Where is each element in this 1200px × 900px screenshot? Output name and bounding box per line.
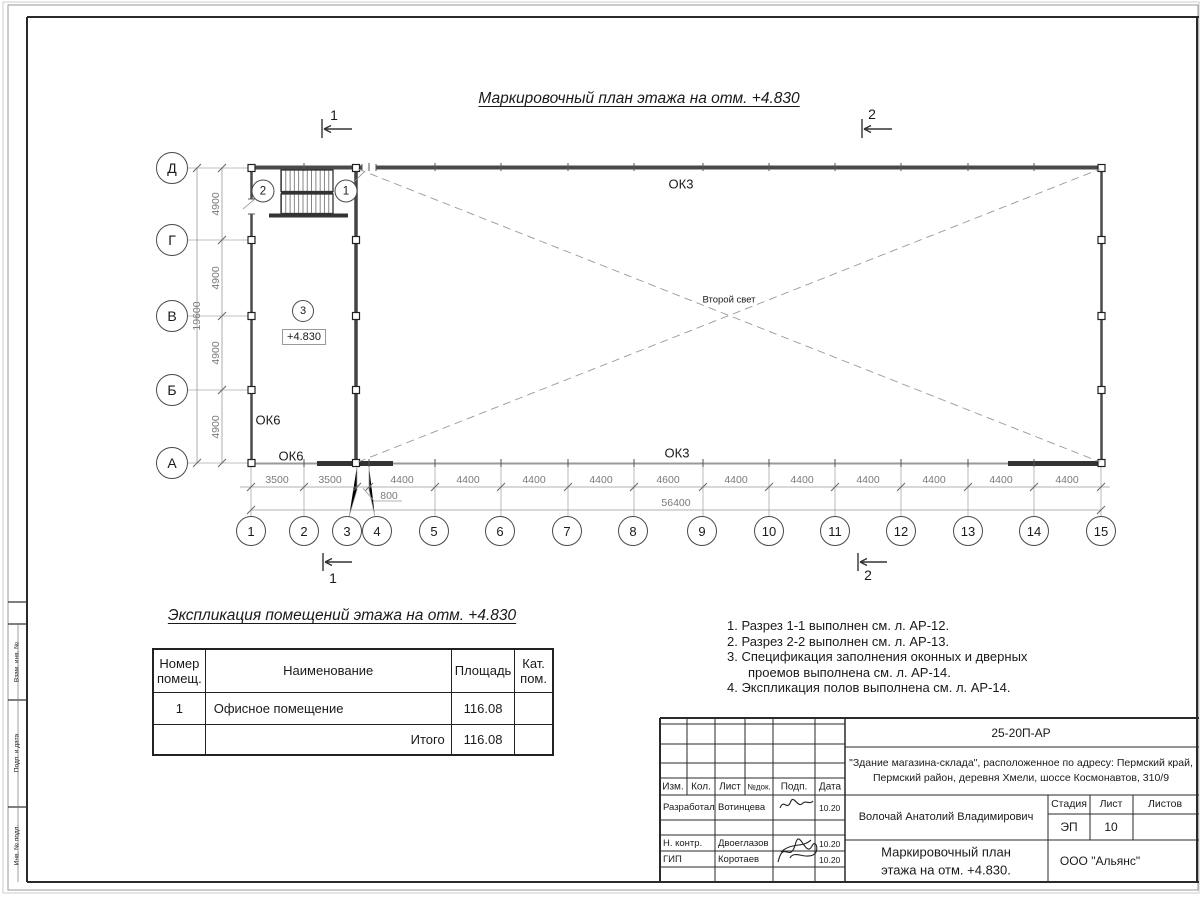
col-axis-circle: 9 (687, 516, 717, 546)
expl-header-num: Номер помещ. (153, 649, 205, 692)
door-marker-circle-2: 2 (252, 180, 275, 203)
col-axis-circle: 3 (332, 516, 362, 546)
dim-col-label: 4400 (390, 474, 414, 486)
stage-value: ЭП (1060, 820, 1078, 834)
expl-total-value: 116.08 (451, 724, 515, 755)
note-3: 3. Спецификация заполнения оконных и дверных проемов выполнена см. л. АР-14. (727, 649, 1028, 680)
row-axis-circle: В (156, 300, 188, 332)
dim-col-label: 4400 (724, 474, 748, 486)
dim-col-label: 4400 (856, 474, 880, 486)
col-axis-circle: 15 (1086, 516, 1116, 546)
col-doc: №док. (747, 782, 771, 792)
dim-col-label: 3500 (265, 474, 289, 486)
dim-col-small-label: 800 (380, 490, 398, 502)
explication-title: Экспликация помещений этажа на отм. +4.830 (167, 607, 517, 624)
window-label-ok6-left: ОК6 (255, 412, 281, 428)
dim-col-label: 4400 (790, 474, 814, 486)
section-mark-2-top: 2 (868, 106, 876, 122)
col-podp: Подп. (780, 781, 808, 793)
explication-table (152, 648, 554, 756)
role-ncontrol: Н. контр. (663, 838, 703, 849)
expl-row-num: 1 (153, 692, 205, 724)
project-address-line2: Пермский район, деревня Хмели, шоссе Космонавтов, 310/9 (872, 772, 1170, 784)
dim-col-label: 4400 (456, 474, 480, 486)
col-axis-circle: 10 (754, 516, 784, 546)
window-label-ok6-left2: ОК6 (278, 448, 304, 464)
door-marker-circle-1: 1 (335, 180, 358, 203)
date-developed: 10.20 (819, 803, 841, 813)
row-axis-circle: Б (156, 374, 188, 406)
col-axis-circle: 5 (419, 516, 449, 546)
note-2: 2. Разрез 2-2 выполнен см. л. АР-13. (727, 633, 950, 649)
col-axis-circle: 14 (1019, 516, 1049, 546)
sheet-label: Лист (1099, 798, 1123, 810)
dim-col-label: 4400 (989, 474, 1013, 486)
col-axis-circle: 8 (618, 516, 648, 546)
doc-number: 25-20П-АР (991, 726, 1051, 740)
col-axis-circle: 4 (362, 516, 392, 546)
role-gip: ГИП (663, 854, 682, 865)
window-label-ok3-top: ОК3 (668, 176, 694, 192)
col-axis-circle: 6 (485, 516, 515, 546)
frame-label-podp: Подп. и дата (13, 733, 21, 773)
col-data: Дата (818, 781, 842, 793)
section-mark-1-top: 1 (330, 107, 338, 123)
chief-name: Волочай Анатолий Владимирович (858, 811, 1034, 823)
dim-col-label: 4400 (522, 474, 546, 486)
col-izm: Изм. (662, 781, 684, 793)
section-mark-2-bottom: 2 (864, 567, 872, 583)
col-axis-circle: 11 (820, 516, 850, 546)
row-axis-circle: А (156, 447, 188, 479)
expl-row-area: 116.08 (451, 692, 515, 724)
name-ncontrol: Двоеглазов (718, 838, 769, 849)
expl-row-name: Офисное помещение (205, 692, 451, 724)
company-name: ООО "Альянс" (1059, 854, 1141, 868)
note-1: 1. Разрез 1-1 выполнен см. л. АР-12. (727, 618, 950, 633)
col-list: Лист (719, 781, 741, 793)
expl-header-name: Наименование (205, 649, 451, 692)
col-axis-circle: 13 (953, 516, 983, 546)
row-axis-circle: Г (156, 224, 188, 256)
dim-row-label: 4900 (210, 266, 222, 290)
dim-col-label: 4400 (1055, 474, 1079, 486)
date-gip: 10.20 (819, 855, 841, 865)
col-axis-circle: 7 (552, 516, 582, 546)
expl-row-cat (515, 692, 553, 724)
second-light-label: Второй свет (702, 294, 756, 306)
dim-row-label: 4900 (210, 415, 222, 439)
frame-label-inv: Инв. № подл. (13, 824, 21, 866)
dim-col-label: 4600 (656, 474, 680, 486)
col-axis-circle: 12 (886, 516, 916, 546)
dim-col-label: 4400 (922, 474, 946, 486)
stage-label: Стадия (1051, 798, 1087, 810)
sheet-value: 10 (1104, 820, 1118, 834)
col-axis-circle: 2 (289, 516, 319, 546)
dim-col-label: 3500 (318, 474, 342, 486)
plan-title: Маркировочный план этажа на отм. +4.830 (478, 90, 800, 107)
role-developed: Разработал (663, 802, 715, 813)
dim-row-total-label: 19600 (191, 301, 203, 331)
date-ncontrol: 10.20 (819, 839, 841, 849)
section-mark-1-bottom: 1 (329, 570, 337, 586)
sheets-label: Листов (1147, 798, 1183, 810)
col-axis-circle: 1 (236, 516, 266, 546)
name-developed: Вотинцева (718, 802, 766, 813)
dim-row-label: 4900 (210, 341, 222, 365)
dim-col-total-label: 56400 (661, 497, 691, 509)
dim-row-label: 4900 (210, 192, 222, 216)
expl-total-cat (515, 724, 553, 755)
drawing-title-line2: этажа на отм. +4.830. (881, 862, 1011, 878)
row-axis-circle: Д (156, 152, 188, 184)
expl-header-cat: Кат. пом. (515, 649, 553, 692)
dim-col-label: 4400 (589, 474, 613, 486)
expl-total-empty (153, 724, 205, 755)
drawing-title-line1: Маркировочный план (881, 844, 1011, 860)
expl-header-area: Площадь (451, 649, 515, 692)
note-4: 4. Экспликация полов выполнена см. л. АР-14. (727, 680, 1011, 696)
col-kol: Кол. (691, 781, 711, 793)
name-gip: Коротаев (718, 854, 760, 865)
expl-total-label: Итого (205, 724, 451, 755)
room-marker-circle: 3 (292, 300, 314, 322)
elevation-mark: +4.830 (282, 329, 326, 345)
project-address-line1: "Здание магазина-склада", расположенное по адресу: Пермский край, (849, 757, 1193, 769)
frame-label-vzam: Взам. инв. № (13, 641, 21, 683)
window-label-ok3-bottom: ОК3 (664, 445, 690, 461)
